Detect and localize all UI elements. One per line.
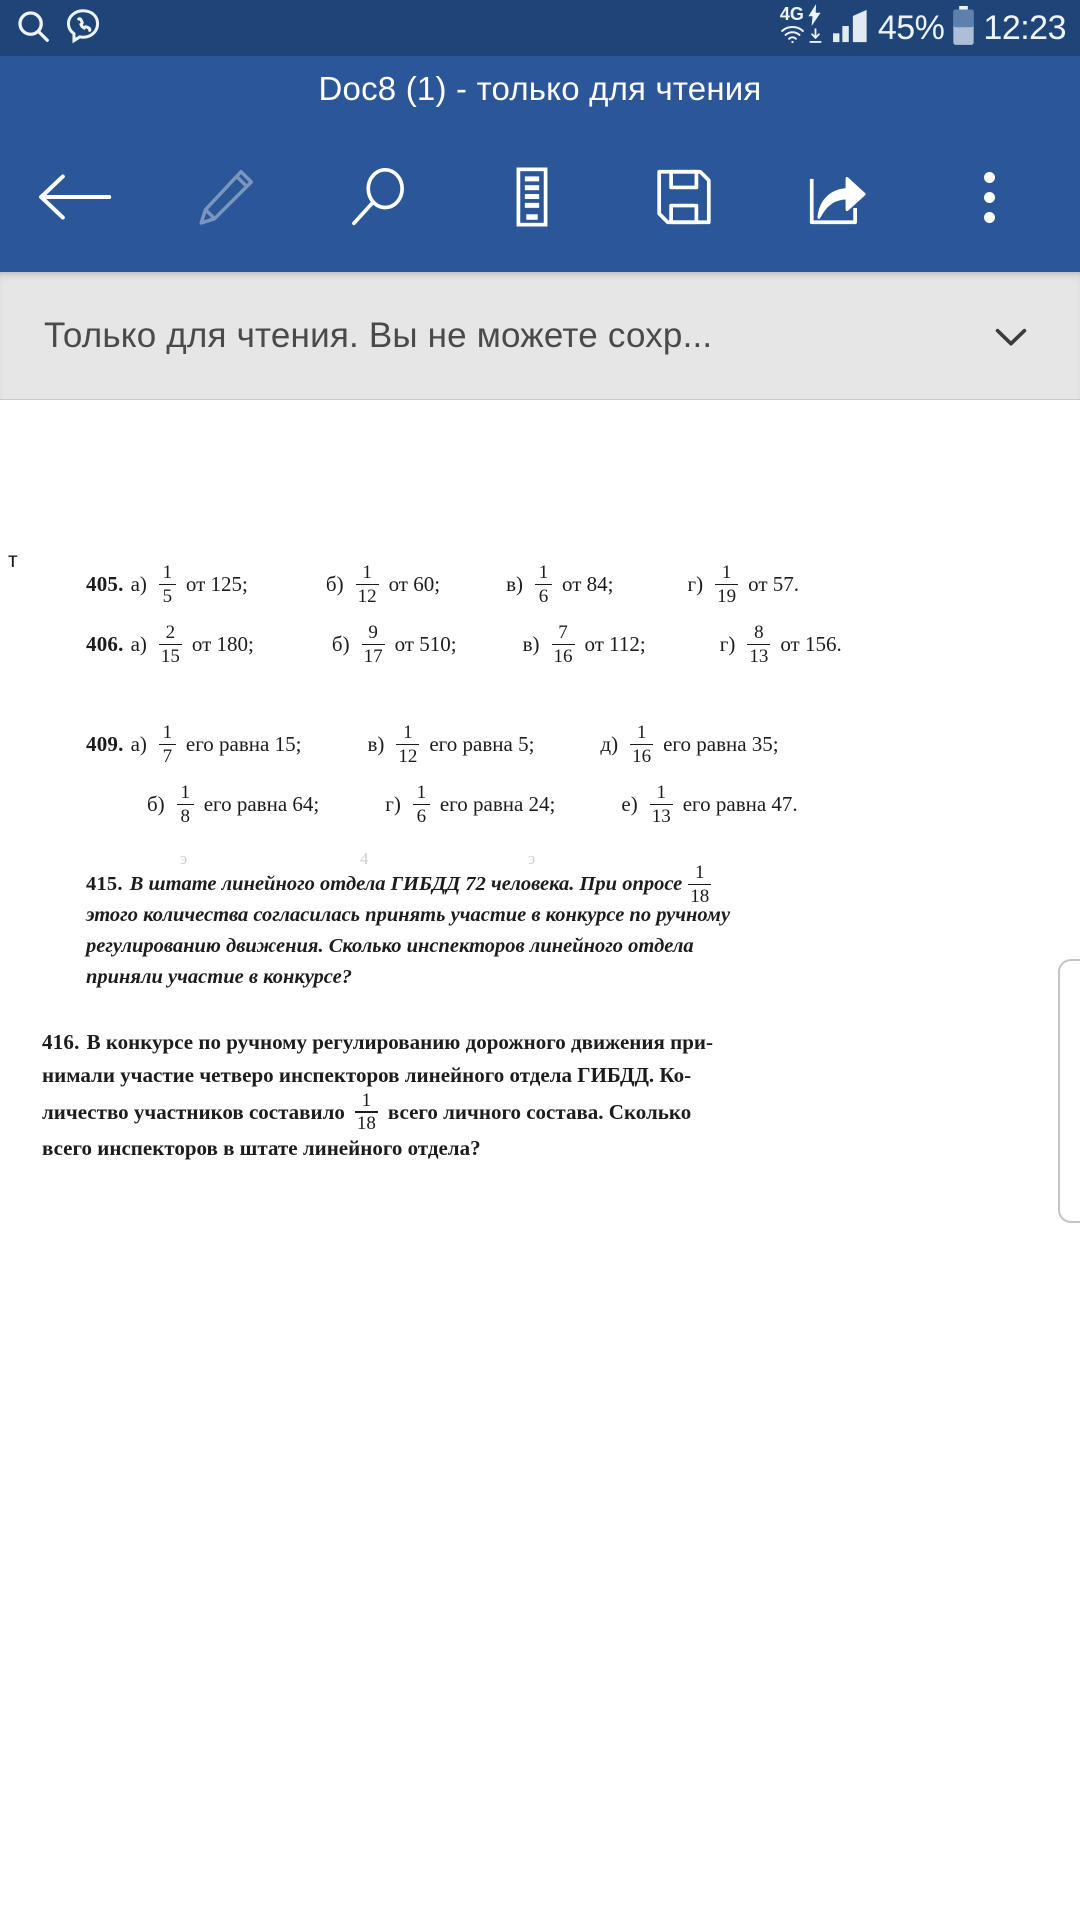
item-tail: от 510; bbox=[394, 631, 457, 656]
status-bar-left-icons bbox=[14, 7, 102, 50]
item-label: в) bbox=[506, 571, 523, 596]
fraction-numerator: 1 bbox=[162, 562, 173, 583]
item-tail: его равна 5; bbox=[429, 731, 535, 756]
fraction bbox=[688, 863, 711, 906]
fraction-bar bbox=[159, 744, 176, 746]
read-only-message: Только для чтения. Вы не можете сохр... bbox=[44, 315, 713, 355]
fraction bbox=[355, 1091, 378, 1134]
edit-pencil-icon bbox=[195, 166, 257, 228]
item-tail: его равна 35; bbox=[663, 731, 779, 756]
flash-icon bbox=[806, 4, 823, 31]
item-tail: от 84; bbox=[562, 571, 614, 596]
item-tail: его равна 64; bbox=[203, 791, 320, 816]
fraction-numerator: 1 bbox=[538, 562, 549, 583]
item-label: а) bbox=[130, 571, 147, 596]
problem-text-line: В штате линейного отдела ГИБДД 72 человека. При опросе bbox=[129, 873, 683, 896]
exercise-415 bbox=[86, 862, 731, 993]
fraction-numerator: 7 bbox=[558, 622, 568, 643]
margin-artifact-text: т bbox=[8, 549, 18, 572]
fraction-bar bbox=[535, 584, 552, 586]
fraction-numerator: 1 bbox=[361, 1089, 372, 1111]
chevron-down-icon[interactable] bbox=[988, 313, 1034, 359]
fraction-numerator: 1 bbox=[362, 562, 372, 583]
exercise-409-row-1 bbox=[86, 723, 783, 766]
fraction-numerator: 9 bbox=[368, 622, 378, 643]
problem-text-line: В конкурсе по ручному регулированию дорожного движения при- bbox=[86, 1030, 713, 1054]
problem-text-line: этого количества согласилась принять участие в конкурсе по ручному bbox=[86, 904, 731, 927]
fraction-bar bbox=[630, 744, 653, 746]
fraction bbox=[159, 723, 176, 766]
status-bar-right-icons bbox=[780, 6, 1066, 51]
fraction bbox=[552, 623, 575, 666]
fraction-bar bbox=[177, 804, 194, 806]
fraction-denominator: 12 bbox=[398, 745, 418, 767]
exercise-number: 416. bbox=[42, 1030, 80, 1054]
fraction-denominator: 7 bbox=[162, 745, 173, 767]
fraction-denominator: 15 bbox=[160, 645, 180, 667]
item-label: в) bbox=[522, 631, 540, 656]
fraction bbox=[159, 563, 176, 606]
fraction bbox=[159, 623, 182, 666]
problem-text-line: личество участников составило bbox=[42, 1099, 345, 1124]
item-label: б) bbox=[147, 791, 165, 816]
item-label: е) bbox=[621, 791, 638, 816]
fraction-numerator: 1 bbox=[403, 722, 413, 743]
item-label: д) bbox=[600, 731, 619, 756]
fraction-numerator: 1 bbox=[656, 782, 666, 803]
clipped-glyph: 4 bbox=[360, 849, 369, 868]
fraction bbox=[630, 723, 653, 766]
item-tail: от 57. bbox=[748, 571, 800, 596]
search-icon bbox=[348, 166, 410, 228]
outline-button[interactable] bbox=[480, 145, 584, 249]
fraction-bar bbox=[747, 644, 770, 646]
fraction bbox=[362, 623, 385, 666]
share-button[interactable] bbox=[785, 145, 889, 249]
fraction-numerator: 1 bbox=[180, 782, 190, 803]
item-label: а) bbox=[130, 731, 147, 756]
battery-percent-label: 45% bbox=[877, 9, 945, 47]
document-title: Doc8 (1) - только для чтения bbox=[318, 70, 762, 107]
edit-pencil-button[interactable] bbox=[174, 145, 278, 249]
fraction bbox=[177, 783, 194, 826]
fraction-bar bbox=[159, 584, 176, 586]
app-toolbar bbox=[0, 122, 1080, 272]
item-label: г) bbox=[687, 571, 704, 596]
fraction-denominator: 13 bbox=[651, 805, 671, 827]
fraction-denominator: 5 bbox=[162, 585, 173, 607]
item-label: в) bbox=[367, 731, 385, 756]
item-label: б) bbox=[325, 571, 344, 596]
item-tail: от 112; bbox=[584, 631, 646, 656]
problem-text-line: нимали участие четверо инспекторов линейного отдела ГИБДД. Ко- bbox=[42, 1063, 692, 1087]
fraction-denominator: 13 bbox=[749, 645, 769, 667]
item-tail: его равна 47. bbox=[682, 791, 798, 816]
item-tail: его равна 15; bbox=[185, 731, 302, 756]
item-label: а) bbox=[130, 631, 147, 656]
save-floppy-icon bbox=[653, 166, 715, 228]
problem-text-line: регулированию движения. Сколько инспекторов линейного отдела bbox=[86, 935, 694, 958]
fraction-denominator: 12 bbox=[357, 585, 377, 607]
back-arrow-icon bbox=[37, 170, 113, 224]
exercise-409-row-2 bbox=[147, 783, 802, 826]
fraction-numerator: 8 bbox=[754, 622, 764, 643]
fraction-numerator: 1 bbox=[695, 862, 705, 884]
read-only-banner[interactable] bbox=[0, 272, 1080, 400]
clock-label: 12:23 bbox=[983, 9, 1066, 47]
back-button[interactable] bbox=[0, 170, 150, 224]
problem-text-line: всего инспекторов в штате линейного отдела? bbox=[42, 1136, 481, 1160]
fraction-numerator: 1 bbox=[162, 722, 173, 743]
fraction bbox=[747, 623, 770, 666]
title-bar bbox=[0, 56, 1080, 122]
fraction bbox=[715, 563, 738, 606]
fraction-numerator: 1 bbox=[416, 782, 427, 803]
signal-bars-icon bbox=[833, 9, 871, 48]
exercise-number: 409. bbox=[86, 731, 124, 756]
fraction bbox=[535, 563, 552, 606]
fraction bbox=[396, 723, 419, 766]
fraction-bar bbox=[552, 644, 575, 646]
fraction bbox=[650, 783, 673, 826]
more-options-button[interactable] bbox=[938, 145, 1042, 249]
fraction-bar bbox=[396, 744, 419, 746]
fraction-denominator: 6 bbox=[538, 585, 549, 607]
fraction bbox=[413, 783, 430, 826]
fraction-denominator: 18 bbox=[690, 885, 710, 907]
document-canvas[interactable] bbox=[0, 401, 1080, 1920]
fraction bbox=[356, 563, 379, 606]
wifi-icon bbox=[780, 25, 805, 49]
clipped-glyph: э bbox=[180, 849, 188, 868]
exercise-406 bbox=[86, 623, 846, 666]
fraction-bar bbox=[650, 804, 673, 806]
item-tail: от 156. bbox=[780, 631, 842, 656]
fraction-denominator: 17 bbox=[363, 645, 383, 667]
fraction-bar bbox=[159, 644, 182, 646]
status-bar bbox=[0, 0, 1080, 56]
fraction-denominator: 8 bbox=[180, 805, 190, 827]
problem-text-line: всего личного состава. Сколько bbox=[387, 1099, 692, 1124]
fraction-bar bbox=[356, 584, 379, 586]
item-tail: от 180; bbox=[191, 631, 254, 656]
fraction-numerator: 2 bbox=[165, 622, 176, 643]
search-icon bbox=[14, 7, 52, 50]
exercise-number: 405. bbox=[86, 571, 124, 596]
item-label: г) bbox=[385, 791, 401, 816]
fraction-denominator: 16 bbox=[553, 645, 573, 667]
item-label: г) bbox=[719, 631, 736, 656]
fraction-numerator: 1 bbox=[721, 562, 732, 583]
outline-document-icon bbox=[501, 166, 563, 228]
fraction-bar bbox=[362, 644, 385, 646]
more-kebab-icon bbox=[984, 172, 995, 223]
download-icon bbox=[808, 28, 823, 49]
item-tail: от 125; bbox=[185, 571, 248, 596]
fraction-denominator: 16 bbox=[632, 745, 652, 767]
fraction-bar bbox=[413, 804, 430, 806]
page-edge-indicator bbox=[1058, 959, 1080, 1223]
exercise-416 bbox=[42, 1026, 713, 1165]
search-button[interactable] bbox=[327, 145, 431, 249]
exercise-405 bbox=[86, 563, 803, 606]
viber-call-icon bbox=[64, 7, 102, 50]
fraction-bar bbox=[715, 584, 738, 586]
battery-icon bbox=[951, 6, 976, 51]
fraction-numerator: 1 bbox=[636, 722, 647, 743]
network-status-group bbox=[779, 4, 826, 49]
item-tail: его равна 24; bbox=[439, 791, 556, 816]
exercise-number: 415. bbox=[86, 873, 123, 896]
problem-text-line: приняли участие в конкурсе? bbox=[86, 966, 352, 989]
network-type-label: 4G bbox=[779, 4, 804, 24]
item-tail: от 60; bbox=[388, 571, 441, 596]
exercise-number: 406. bbox=[86, 631, 124, 656]
fraction-denominator: 6 bbox=[416, 805, 427, 827]
clipped-glyph: э bbox=[528, 849, 536, 868]
save-button[interactable] bbox=[632, 145, 736, 249]
share-icon bbox=[806, 166, 868, 228]
fraction-denominator: 18 bbox=[356, 1113, 376, 1135]
fraction-denominator: 19 bbox=[717, 585, 737, 607]
item-label: б) bbox=[331, 631, 350, 656]
